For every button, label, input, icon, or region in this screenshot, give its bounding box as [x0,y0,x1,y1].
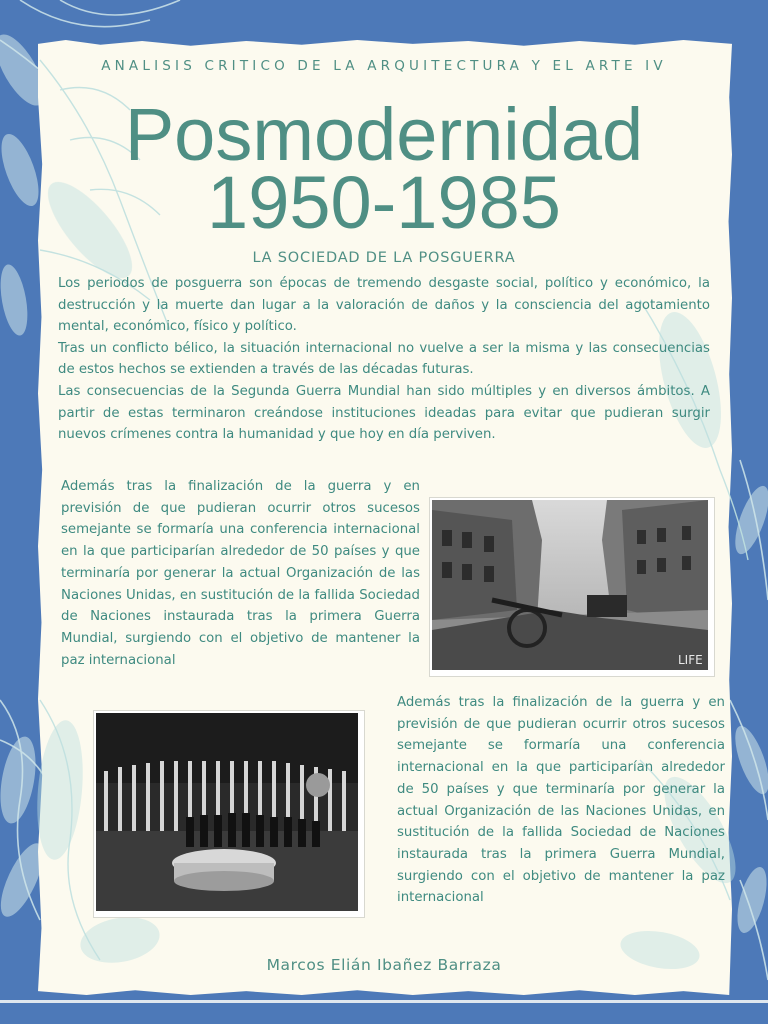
war-ruins-photo [430,498,714,676]
paragraph: Tras un conflicto bélico, la situación internacional no vuelve a ser la misma y las consecuencias de estos hechos se extienden a través de las décadas futuras. [58,340,710,378]
intro-paragraphs [58,273,710,446]
author-name: Marcos Elián Ibañez Barraza [266,956,502,974]
un-conference-photo [94,711,364,917]
date-range-title: 1950-1985 [207,161,561,244]
paragraph: Las consecuencias de la Segunda Guerra Mundial han sido múltiples y en diversos ámbitos. A partir de estas terminaron creándose instituciones ideadas para evitar que pudieran surgir nuevos crímenes contra la humanidad y que hoy en día perviven. [58,383,710,443]
right-column-text: Además tras la finalización de la guerra y en previsión de que pudieran ocurrir otros sucesos semejante se formaría una conferencia internacional en la que participarían alrededor de 50 países y que terminaría por generar la actual Organización de las Naciones Unidas, en sustitución de la fallida Sociedad de Naciones instaurada tras la primera Guerra Mundial, surgiendo con el objetivo de mantener la paz internacional [397,695,725,906]
footer-divider [0,1000,768,1003]
course-title: ANALISIS CRITICO DE LA ARQUITECTURA Y EL ARTE IV [101,58,667,74]
paragraph: Los periodos de posguerra son épocas de tremendo desgaste social, político y económico, la destrucción y la muerte dan lugar a la valoración de daños y la consciencia del agotamiento mental, económico, físico y político. [58,276,710,335]
page-title: Posmodernidad [124,93,644,176]
life-watermark: LIFE [678,653,703,667]
left-column-text: Además tras la finalización de la guerra y en previsión de que pudieran ocurrir otros sucesos semejante se formaría una conferencia internacional en la que participarían alrededor de 50 países y que terminaría por generar la actual Organización de las Naciones Unidas, en sustitución de la fallida Sociedad de Naciones instaurada tras la primera Guerra Mundial, surgiendo con el objetivo de mantener la paz internacional [61,479,420,668]
footer-stripe [0,1004,768,1024]
section-heading: LA SOCIEDAD DE LA POSGUERRA [252,250,516,266]
